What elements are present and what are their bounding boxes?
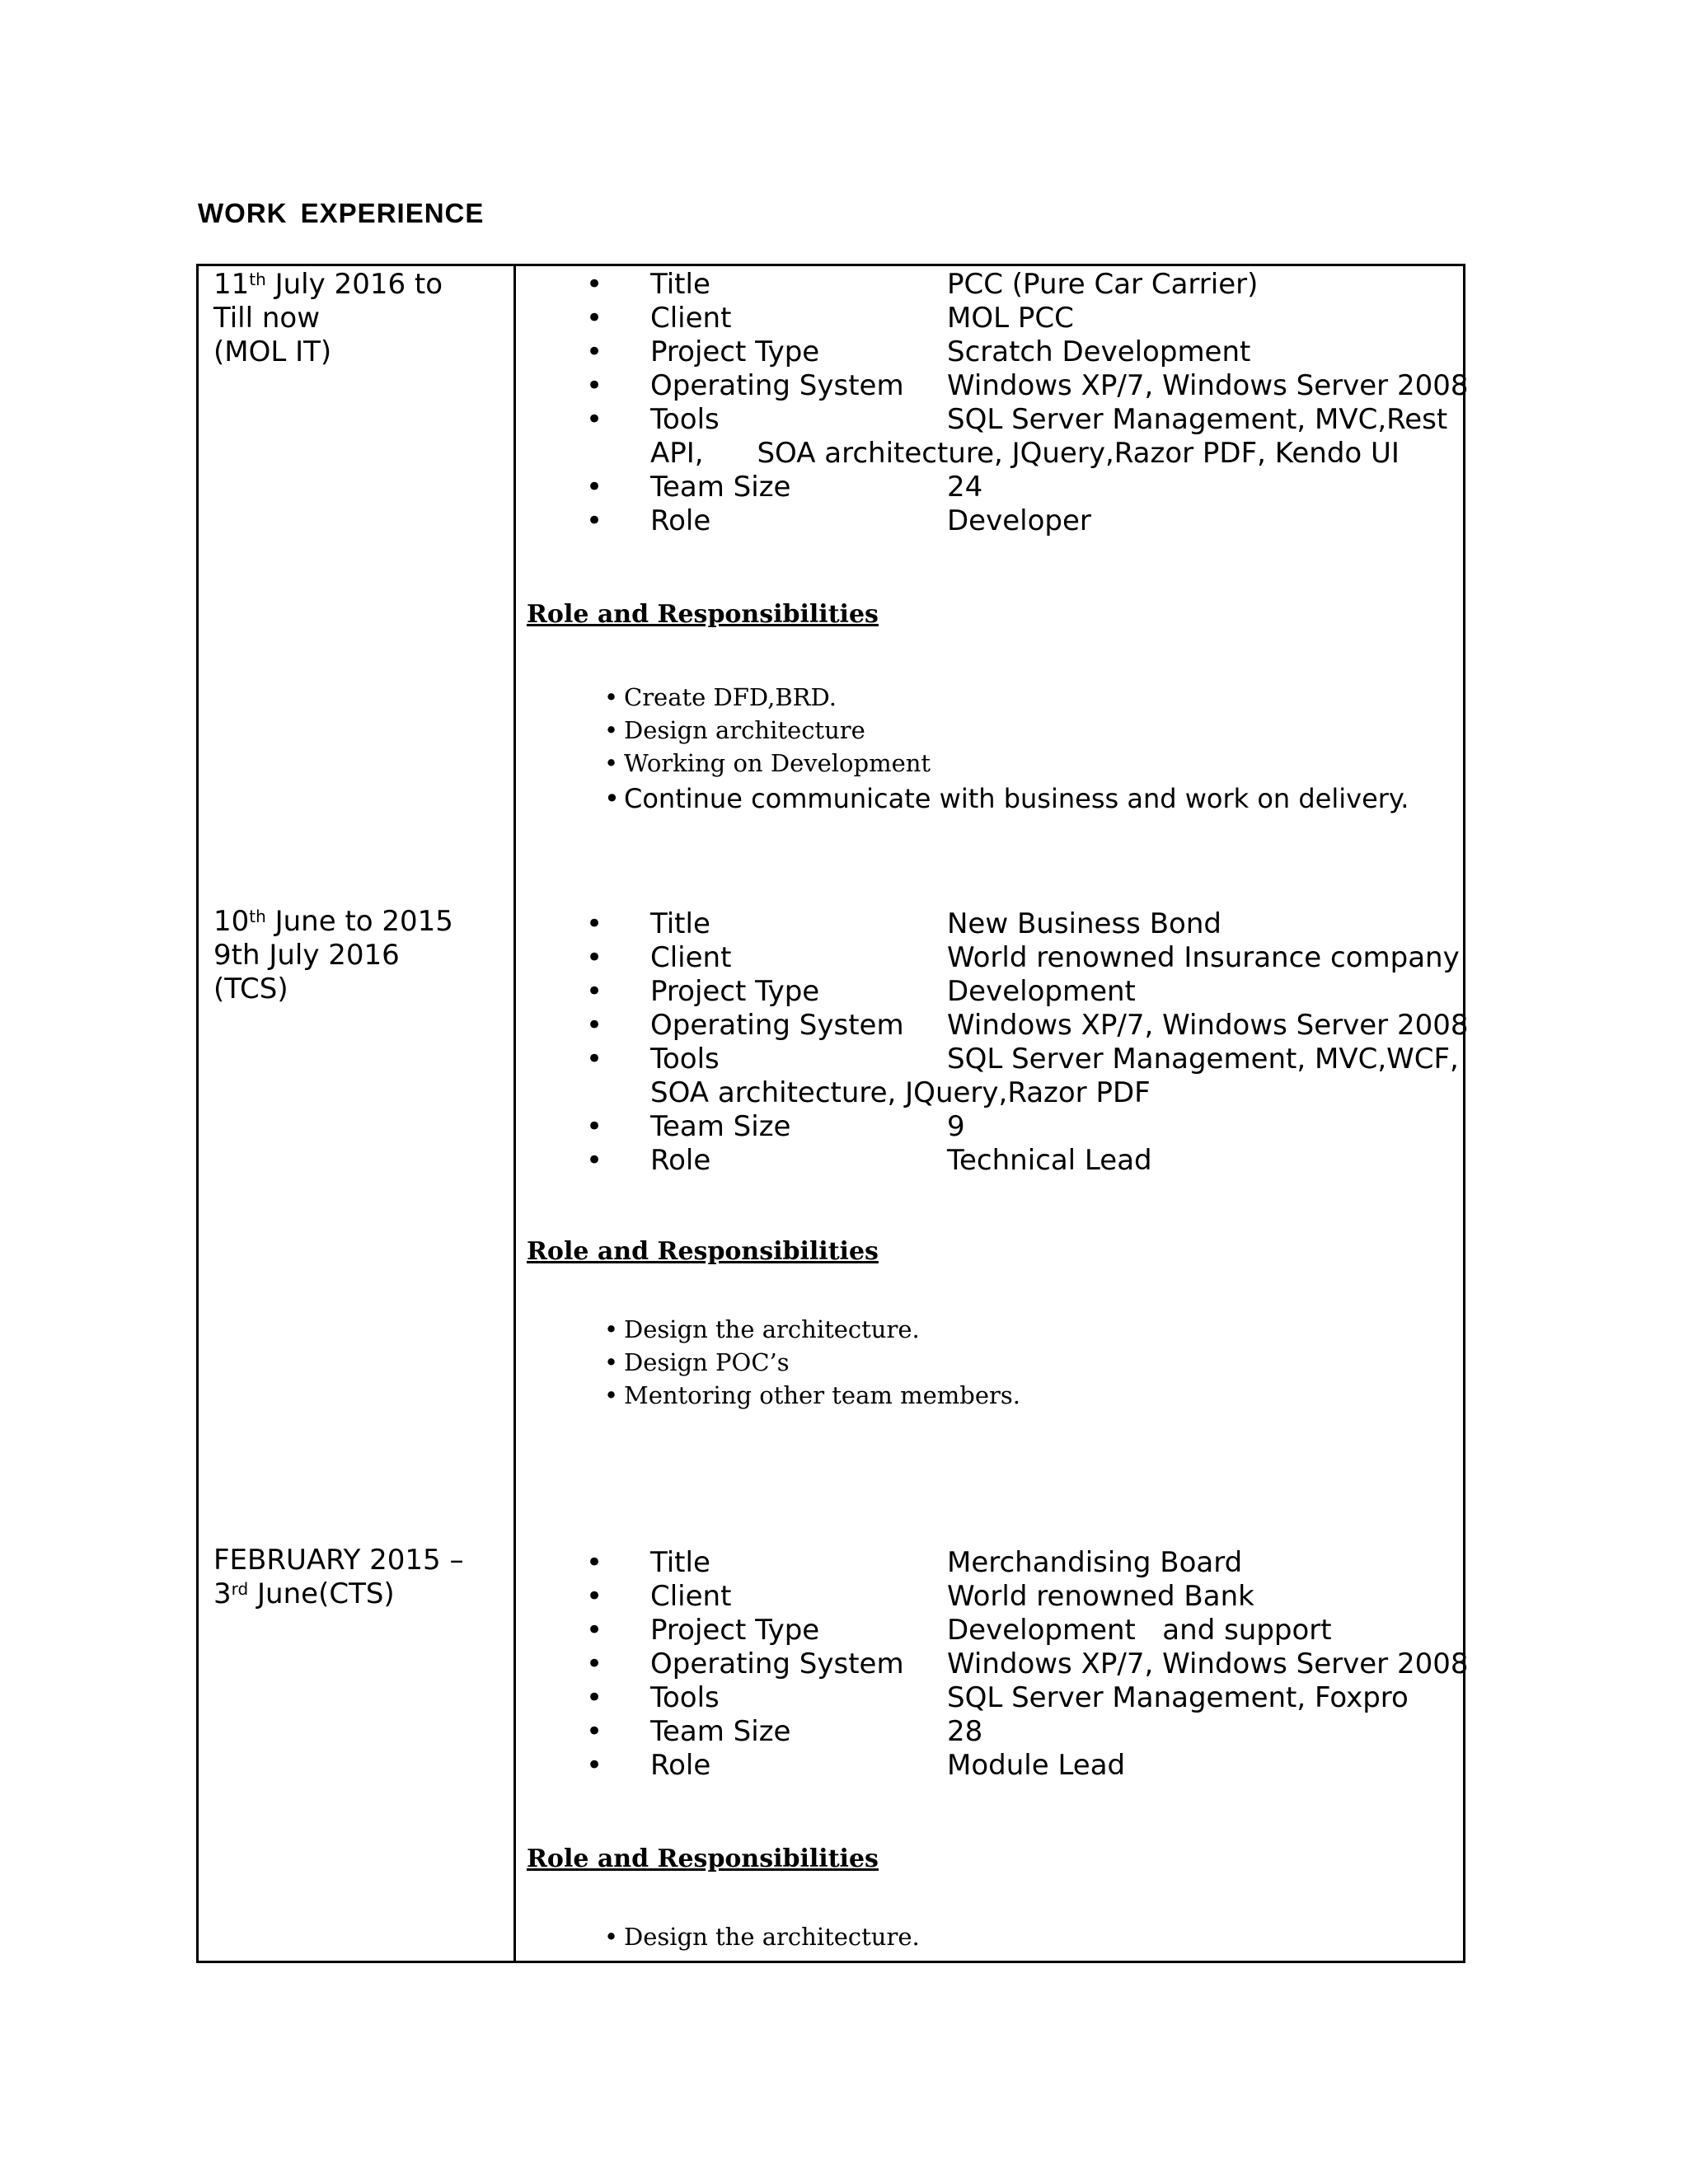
responsibility-item: • Mentoring other team members. (604, 1381, 1020, 1409)
detail-row: • Tools SQL Server Management, Foxpro (586, 1681, 1409, 1714)
responsibility-item: • Design the architecture. (604, 1923, 920, 1951)
detail-row: • Client World renowned Bank (586, 1580, 1254, 1613)
detail-row: • Title PCC (Pure Car Carrier) (586, 268, 1259, 301)
date-line: 3rd June(CTS) (213, 1577, 395, 1610)
responsibilities-list (528, 682, 1409, 818)
responsibility-item: • Create DFD,BRD. (604, 683, 837, 711)
detail-row: • Operating System Windows XP/7, Windows Server 2008 (586, 369, 1469, 402)
project-entry-pcc (527, 268, 1469, 814)
detail-row: • Team Size 9 (586, 1110, 965, 1143)
section-heading: WORK EXPERIENCE (198, 198, 485, 228)
detail-row: • Title Merchandising Board (586, 1546, 1243, 1579)
responsibility-item: • Design the architecture. (604, 1315, 920, 1343)
responsibilities-list (528, 1314, 1020, 1413)
responsibility-item: • Working on Development (604, 749, 931, 777)
detail-row: • Role Technical Lead (586, 1144, 1152, 1177)
column-divider (513, 266, 516, 1961)
responsibilities-heading: Role and Responsibilities (527, 1844, 879, 1873)
date-cell-mol (213, 268, 443, 369)
project-details (545, 1546, 1469, 1783)
detail-row: • Title New Business Bond (586, 907, 1221, 940)
detail-row: • Role Developer (586, 504, 1091, 537)
detail-row: • Operating System Windows XP/7, Windows Server 2008 (586, 1647, 1469, 1680)
detail-row: • Role Module Lead (586, 1749, 1126, 1782)
responsibility-item: • Design architecture (604, 716, 865, 744)
project-entry-merch (527, 1546, 1469, 1951)
responsibilities-heading: Role and Responsibilities (527, 600, 879, 629)
detail-row: • Client MOL PCC (586, 302, 1074, 335)
date-line: 9th July 2016 (213, 939, 400, 972)
date-line: 10th June to 2015 (213, 905, 453, 938)
detail-row: • Client World renowned Insurance company (586, 941, 1460, 974)
detail-row: • Tools SQL Server Management, MVC,WCF, SOA architecture, JQuery,Razor PDF (586, 1043, 1459, 1109)
date-cell-tcs (213, 905, 453, 1006)
detail-row: • Tools SQL Server Management, MVC,Rest API, SOA architecture, JQuery,Razor PDF, Kendo UI (586, 403, 1448, 470)
detail-row: • Project Type Development (586, 975, 1136, 1008)
responsibilities-list (528, 1921, 920, 1954)
detail-row: • Project Type Development and support (586, 1614, 1332, 1647)
detail-row: • Team Size 28 (586, 1715, 983, 1748)
date-cell-cts (213, 1544, 464, 1611)
project-details (545, 907, 1469, 1178)
project-entry-nbb (527, 907, 1469, 1409)
detail-row: • Team Size 24 (586, 471, 983, 504)
detail-row: • Project Type Scratch Development (586, 335, 1251, 368)
date-line: FEBRUARY 2015 – (213, 1544, 464, 1577)
date-line: 11th July 2016 to (213, 268, 443, 301)
date-line: (MOL IT) (213, 335, 332, 368)
date-line: Till now (213, 302, 321, 335)
detail-row: • Operating System Windows XP/7, Windows Server 2008 (586, 1009, 1469, 1042)
date-line: (TCS) (213, 972, 288, 1005)
experience-table (196, 264, 1469, 1963)
responsibility-item: • Continue communicate with business and work on delivery. (604, 783, 1409, 814)
responsibility-item: • Design POC’s (604, 1348, 790, 1376)
project-details (545, 268, 1469, 538)
responsibilities-heading: Role and Responsibilities (527, 1237, 879, 1266)
